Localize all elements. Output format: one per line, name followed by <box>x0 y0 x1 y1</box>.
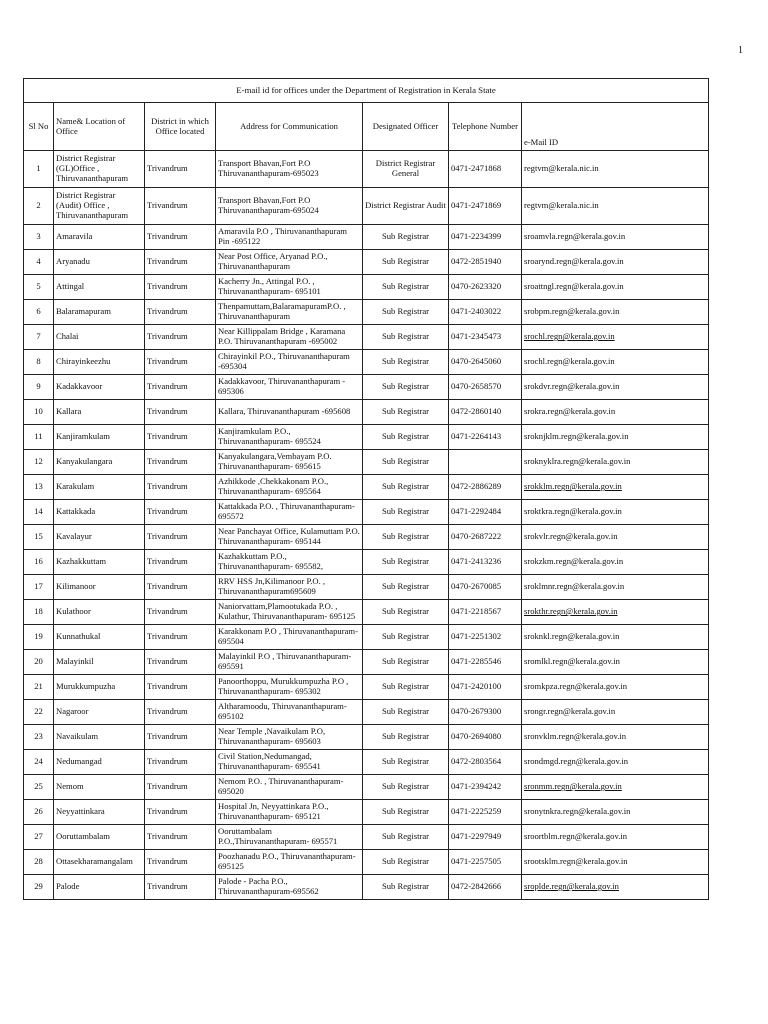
cell-designated-officer: Sub Registrar <box>363 375 449 400</box>
cell-address: Near Post Office, Aryanad P.O., Thiruvananthapuram <box>216 250 363 275</box>
cell-office-name: Balaramapuram <box>54 300 145 325</box>
cell-designated-officer: Sub Registrar <box>363 325 449 350</box>
cell-telephone: 0471-2264143 <box>449 425 522 450</box>
cell-telephone: 0471-2292484 <box>449 500 522 525</box>
header-email: e-Mail ID <box>522 103 709 151</box>
cell-designated-officer: Sub Registrar <box>363 300 449 325</box>
cell-district: Trivandrum <box>145 475 216 500</box>
table-row <box>24 550 709 575</box>
email-link[interactable]: sronytnkra.regn@kerala.gov.in <box>524 806 631 817</box>
cell-office-name: Palode <box>54 875 145 900</box>
cell-designated-officer: District Registrar Audit <box>363 188 449 225</box>
cell-sl-no: 27 <box>24 825 54 850</box>
cell-office-name: Chalai <box>54 325 145 350</box>
table-row <box>24 500 709 525</box>
cell-telephone: 0471-2251302 <box>449 625 522 650</box>
cell-office-name: District Registrar (GL)Office , Thiruvananthapuram <box>54 151 145 188</box>
cell-sl-no: 19 <box>24 625 54 650</box>
cell-address: Karakkonam P.O , Thiruvananthapuram- 695504 <box>216 625 363 650</box>
email-link[interactable]: sroktkra.regn@kerala.gov.in <box>524 506 622 517</box>
cell-address: Kazhakkuttam P.O., Thiruvananthapuram- 695582, <box>216 550 363 575</box>
cell-telephone: 0471-2257505 <box>449 850 522 875</box>
cell-email[interactable] <box>522 425 709 450</box>
cell-sl-no: 4 <box>24 250 54 275</box>
cell-district: Trivandrum <box>145 875 216 900</box>
email-link[interactable]: srokra.regn@kerala.gov.in <box>524 406 616 417</box>
email-link[interactable]: sroarynd.regn@kerala.gov.in <box>524 256 624 267</box>
header-address: Address for Communication <box>216 103 363 151</box>
cell-designated-officer: Sub Registrar <box>363 425 449 450</box>
table-row <box>24 375 709 400</box>
cell-designated-officer: District Registrar General <box>363 151 449 188</box>
cell-telephone: 0471-2285546 <box>449 650 522 675</box>
cell-telephone: 0470-2679300 <box>449 700 522 725</box>
cell-address: RRV HSS Jn,Kilimanoor P.O. , Thiruvananthapuram695609 <box>216 575 363 600</box>
cell-telephone: 0471-2297949 <box>449 825 522 850</box>
cell-district: Trivandrum <box>145 400 216 425</box>
cell-designated-officer: Sub Registrar <box>363 850 449 875</box>
cell-telephone: 0470-2645060 <box>449 350 522 375</box>
cell-email[interactable] <box>522 151 709 188</box>
cell-sl-no: 20 <box>24 650 54 675</box>
header-designated-officer: Designated Officer <box>363 103 449 151</box>
cell-address: Naniorvattam,Plamootukada P.O. , Kulathur, Thiruvananthapuram- 695125 <box>216 600 363 625</box>
email-link[interactable]: srokvlr.regn@kerala.gov.in <box>524 531 618 542</box>
table-row <box>24 725 709 750</box>
table-row <box>24 300 709 325</box>
cell-telephone: 0472-2886289 <box>449 475 522 500</box>
cell-address: Kadakkavoor, Thiruvananthapuram - 695306 <box>216 375 363 400</box>
cell-sl-no: 24 <box>24 750 54 775</box>
cell-telephone: 0470-2694080 <box>449 725 522 750</box>
cell-office-name: Kadakkavoor <box>54 375 145 400</box>
cell-telephone: 0471-2225259 <box>449 800 522 825</box>
cell-district: Trivandrum <box>145 850 216 875</box>
cell-address: Kattakkada P.O. , Thiruvananthapuram- 695572 <box>216 500 363 525</box>
cell-office-name: Murukkumpuzha <box>54 675 145 700</box>
cell-telephone: 0470-2687222 <box>449 525 522 550</box>
cell-email[interactable] <box>522 725 709 750</box>
cell-address: Kacherry Jn., Attingal P.O. , Thiruvananthapuram- 695101 <box>216 275 363 300</box>
cell-address: Poozhanadu P.O., Thiruvananthapuram- 695125 <box>216 850 363 875</box>
cell-designated-officer: Sub Registrar <box>363 875 449 900</box>
cell-district: Trivandrum <box>145 188 216 225</box>
cell-address: Ooruttambalam P.O.,Thiruvananthapuram- 695571 <box>216 825 363 850</box>
cell-email[interactable] <box>522 775 709 800</box>
table-row <box>24 450 709 475</box>
cell-designated-officer: Sub Registrar <box>363 550 449 575</box>
cell-sl-no: 21 <box>24 675 54 700</box>
cell-email[interactable] <box>522 600 709 625</box>
cell-district: Trivandrum <box>145 225 216 250</box>
email-link[interactable]: srokthr.regn@kerala.gov.in <box>524 606 618 617</box>
cell-address: Chirayinkil P.O., Thiruvananthapuram -695304 <box>216 350 363 375</box>
cell-address: Kanyakulangara,Vembayam P.O. Thiruvananthapuram- 695615 <box>216 450 363 475</box>
table-row <box>24 700 709 725</box>
cell-email[interactable] <box>522 675 709 700</box>
cell-office-name: Karakulam <box>54 475 145 500</box>
table-row <box>24 250 709 275</box>
cell-district: Trivandrum <box>145 500 216 525</box>
table-row <box>24 275 709 300</box>
email-link[interactable]: regtvm@kerala.nic.in <box>524 163 599 174</box>
email-link[interactable]: sroknyklra.regn@kerala.gov.in <box>524 456 631 467</box>
cell-sl-no: 2 <box>24 188 54 225</box>
cell-designated-officer: Sub Registrar <box>363 275 449 300</box>
cell-sl-no: 10 <box>24 400 54 425</box>
cell-district: Trivandrum <box>145 625 216 650</box>
cell-email[interactable] <box>522 375 709 400</box>
cell-office-name: Amaravila <box>54 225 145 250</box>
email-link[interactable]: sroattngl.regn@kerala.gov.in <box>524 281 624 292</box>
table-row <box>24 525 709 550</box>
cell-office-name: Chirayinkeezhu <box>54 350 145 375</box>
cell-sl-no: 1 <box>24 151 54 188</box>
email-link[interactable]: srokdvr.regn@kerala.gov.in <box>524 381 620 392</box>
cell-district: Trivandrum <box>145 750 216 775</box>
table-row <box>24 188 709 225</box>
header-row <box>24 103 709 151</box>
cell-address: Amaravila P.O , Thiruvananthapuram Pin -695122 <box>216 225 363 250</box>
table-row <box>24 800 709 825</box>
cell-sl-no: 26 <box>24 800 54 825</box>
table-row <box>24 151 709 188</box>
cell-designated-officer: Sub Registrar <box>363 700 449 725</box>
email-link[interactable]: srokklm.regn@kerala.gov.in <box>524 481 622 492</box>
cell-sl-no: 9 <box>24 375 54 400</box>
table-row <box>24 750 709 775</box>
cell-address: Transport Bhavan,Fort P.O Thiruvananthapuram-695023 <box>216 151 363 188</box>
cell-designated-officer: Sub Registrar <box>363 600 449 625</box>
cell-sl-no: 5 <box>24 275 54 300</box>
cell-designated-officer: Sub Registrar <box>363 725 449 750</box>
email-link[interactable]: srondmgd.regn@kerala.gov.in <box>524 756 629 767</box>
table-row <box>24 575 709 600</box>
cell-sl-no: 22 <box>24 700 54 725</box>
cell-email[interactable] <box>522 225 709 250</box>
cell-district: Trivandrum <box>145 650 216 675</box>
cell-email[interactable] <box>522 325 709 350</box>
cell-address: Near Panchayat Office, Kulamuttam P.O. Thiruvananthapuram- 695144 <box>216 525 363 550</box>
cell-designated-officer: Sub Registrar <box>363 800 449 825</box>
cell-office-name: Nedumangad <box>54 750 145 775</box>
cell-designated-officer: Sub Registrar <box>363 575 449 600</box>
cell-email[interactable] <box>522 800 709 825</box>
cell-telephone <box>449 450 522 475</box>
cell-telephone: 0472-2851940 <box>449 250 522 275</box>
email-link[interactable]: sroortblm.regn@kerala.gov.in <box>524 831 628 842</box>
email-link[interactable]: sroklmnr.regn@kerala.gov.in <box>524 581 625 592</box>
cell-designated-officer: Sub Registrar <box>363 225 449 250</box>
cell-office-name: Kazhakkuttam <box>54 550 145 575</box>
table-row <box>24 475 709 500</box>
cell-district: Trivandrum <box>145 375 216 400</box>
cell-email[interactable] <box>522 350 709 375</box>
cell-designated-officer: Sub Registrar <box>363 450 449 475</box>
cell-email[interactable] <box>522 575 709 600</box>
cell-designated-officer: Sub Registrar <box>363 500 449 525</box>
cell-address: Transport Bhavan,Fort P.O Thiruvananthapuram-695024 <box>216 188 363 225</box>
cell-sl-no: 23 <box>24 725 54 750</box>
cell-address: Panoorthoppu, Murukkumpuzha P.O , Thiruvananthapuram- 695302 <box>216 675 363 700</box>
cell-sl-no: 7 <box>24 325 54 350</box>
table-row <box>24 825 709 850</box>
cell-district: Trivandrum <box>145 425 216 450</box>
cell-telephone: 0472-2803564 <box>449 750 522 775</box>
cell-designated-officer: Sub Registrar <box>363 650 449 675</box>
cell-district: Trivandrum <box>145 300 216 325</box>
table-row <box>24 600 709 625</box>
cell-telephone: 0471-2234399 <box>449 225 522 250</box>
cell-sl-no: 12 <box>24 450 54 475</box>
cell-office-name: Ottasekharamangalam <box>54 850 145 875</box>
cell-sl-no: 11 <box>24 425 54 450</box>
cell-office-name: Kanjiramkulam <box>54 425 145 450</box>
table-row <box>24 350 709 375</box>
cell-email[interactable] <box>522 300 709 325</box>
cell-sl-no: 29 <box>24 875 54 900</box>
cell-district: Trivandrum <box>145 800 216 825</box>
cell-district: Trivandrum <box>145 350 216 375</box>
cell-office-name: Kattakkada <box>54 500 145 525</box>
page-number: 1 <box>738 45 743 56</box>
cell-sl-no: 3 <box>24 225 54 250</box>
cell-office-name: Malayinkil <box>54 650 145 675</box>
table-row <box>24 425 709 450</box>
cell-email[interactable] <box>522 250 709 275</box>
cell-sl-no: 18 <box>24 600 54 625</box>
cell-email[interactable] <box>522 850 709 875</box>
cell-designated-officer: Sub Registrar <box>363 350 449 375</box>
cell-email[interactable] <box>522 700 709 725</box>
cell-designated-officer: Sub Registrar <box>363 825 449 850</box>
table-row <box>24 850 709 875</box>
cell-office-name: Kilimanoor <box>54 575 145 600</box>
email-link[interactable]: sronvklm.regn@kerala.gov.in <box>524 731 627 742</box>
cell-address: Kallara, Thiruvananthapuram -695608 <box>216 400 363 425</box>
cell-address: Near Killippalam Bridge , Karamana P.O. Thiruvananthapuram -695002 <box>216 325 363 350</box>
registration-offices-table <box>23 78 709 900</box>
cell-email[interactable] <box>522 525 709 550</box>
table-row <box>24 675 709 700</box>
cell-district: Trivandrum <box>145 550 216 575</box>
cell-designated-officer: Sub Registrar <box>363 400 449 425</box>
cell-designated-officer: Sub Registrar <box>363 250 449 275</box>
cell-sl-no: 8 <box>24 350 54 375</box>
cell-telephone: 0470-2658570 <box>449 375 522 400</box>
cell-address: Kanjiramkulam P.O., Thiruvananthapuram- 695524 <box>216 425 363 450</box>
email-link[interactable]: srobpm.regn@kerala.gov.in <box>524 306 620 317</box>
email-link[interactable]: srootsklm.regn@kerala.gov.in <box>524 856 628 867</box>
cell-district: Trivandrum <box>145 275 216 300</box>
cell-telephone: 0471-2420100 <box>449 675 522 700</box>
cell-district: Trivandrum <box>145 725 216 750</box>
email-link[interactable]: srochl.regn@kerala.gov.in <box>524 356 615 367</box>
cell-office-name: Navaikulam <box>54 725 145 750</box>
cell-designated-officer: Sub Registrar <box>363 675 449 700</box>
cell-telephone: 0472-2860140 <box>449 400 522 425</box>
cell-email[interactable] <box>522 550 709 575</box>
cell-office-name: Nemom <box>54 775 145 800</box>
cell-office-name: Attingal <box>54 275 145 300</box>
cell-email[interactable] <box>522 625 709 650</box>
header-district: District in which Office located <box>145 103 216 151</box>
cell-designated-officer: Sub Registrar <box>363 475 449 500</box>
table-row <box>24 225 709 250</box>
cell-district: Trivandrum <box>145 775 216 800</box>
cell-telephone: 0470-2623320 <box>449 275 522 300</box>
cell-email[interactable] <box>522 475 709 500</box>
cell-district: Trivandrum <box>145 151 216 188</box>
cell-address: Civil Station,Nedumangad, Thiruvananthapuram- 695541 <box>216 750 363 775</box>
header-name-location: Name& Location of Office <box>54 103 145 151</box>
cell-designated-officer: Sub Registrar <box>363 625 449 650</box>
cell-sl-no: 28 <box>24 850 54 875</box>
table-row <box>24 650 709 675</box>
cell-district: Trivandrum <box>145 450 216 475</box>
cell-telephone: 0471-2218567 <box>449 600 522 625</box>
cell-district: Trivandrum <box>145 575 216 600</box>
cell-address: Palode - Pacha P.O., Thiruvananthapuram-695562 <box>216 875 363 900</box>
cell-office-name: Kavalayur <box>54 525 145 550</box>
cell-district: Trivandrum <box>145 675 216 700</box>
cell-telephone: 0471-2394242 <box>449 775 522 800</box>
cell-sl-no: 17 <box>24 575 54 600</box>
cell-office-name: Neyyattinkara <box>54 800 145 825</box>
cell-district: Trivandrum <box>145 700 216 725</box>
table-row <box>24 775 709 800</box>
email-link[interactable]: srongr.regn@kerala.gov.in <box>524 706 616 717</box>
table-row <box>24 400 709 425</box>
cell-address: Hospital Jn, Neyyattinkara P.O., Thiruvananthapuram- 695121 <box>216 800 363 825</box>
cell-email[interactable] <box>522 875 709 900</box>
cell-telephone: 0470-2670085 <box>449 575 522 600</box>
cell-address: Malayinkil P.O , Thiruvananthapuram- 695591 <box>216 650 363 675</box>
cell-telephone: 0472-2842666 <box>449 875 522 900</box>
cell-office-name: Kulathoor <box>54 600 145 625</box>
email-link[interactable]: sroknjklm.regn@kerala.gov.in <box>524 431 629 442</box>
email-link[interactable]: sroplde.regn@kerala.gov.in <box>524 881 619 892</box>
cell-address: Thenpamuttam,BalaramapuramP.O. , Thiruvananthapuram <box>216 300 363 325</box>
cell-email[interactable] <box>522 825 709 850</box>
cell-sl-no: 6 <box>24 300 54 325</box>
cell-office-name: District Registrar (Audit) Office , Thiruvananthapuram <box>54 188 145 225</box>
email-link[interactable]: regtvm@kerala.nic.in <box>524 200 599 211</box>
email-link[interactable]: sromlkl.regn@kerala.gov.in <box>524 656 620 667</box>
cell-address: Nemom P.O. , Thiruvananthapuram- 695020 <box>216 775 363 800</box>
email-link[interactable]: sroamvla.regn@kerala.gov.in <box>524 231 626 242</box>
cell-district: Trivandrum <box>145 825 216 850</box>
cell-sl-no: 13 <box>24 475 54 500</box>
cell-sl-no: 16 <box>24 550 54 575</box>
cell-email[interactable] <box>522 400 709 425</box>
cell-designated-officer: Sub Registrar <box>363 775 449 800</box>
cell-telephone: 0471-2403022 <box>449 300 522 325</box>
cell-telephone: 0471-2471868 <box>449 151 522 188</box>
cell-email[interactable] <box>522 650 709 675</box>
cell-district: Trivandrum <box>145 600 216 625</box>
cell-email[interactable] <box>522 188 709 225</box>
cell-telephone: 0471-2413236 <box>449 550 522 575</box>
cell-office-name: Aryanadu <box>54 250 145 275</box>
email-link[interactable]: srochl.regn@kerala.gov.in <box>524 331 615 342</box>
table-row <box>24 325 709 350</box>
cell-designated-officer: Sub Registrar <box>363 750 449 775</box>
cell-email[interactable] <box>522 275 709 300</box>
cell-address: Near Temple ,Navaikulam P.O, Thiruvananthapuram- 695603 <box>216 725 363 750</box>
cell-email[interactable] <box>522 450 709 475</box>
cell-district: Trivandrum <box>145 525 216 550</box>
cell-office-name: Nagaroor <box>54 700 145 725</box>
cell-district: Trivandrum <box>145 325 216 350</box>
cell-office-name: Kunnathukal <box>54 625 145 650</box>
email-link[interactable]: sronmm.regn@kerala.gov.in <box>524 781 622 792</box>
cell-telephone: 0471-2471869 <box>449 188 522 225</box>
cell-address: Altharamoodu, Thiruvananthapuram- 695102 <box>216 700 363 725</box>
cell-email[interactable] <box>522 500 709 525</box>
header-sl-no: Sl No <box>24 103 54 151</box>
cell-email[interactable] <box>522 750 709 775</box>
email-link[interactable]: sroknkl.regn@kerala.gov.in <box>524 631 620 642</box>
table-row <box>24 625 709 650</box>
cell-telephone: 0471-2345473 <box>449 325 522 350</box>
table-title: E-mail id for offices under the Department of Registration in Kerala State <box>24 79 709 103</box>
cell-sl-no: 15 <box>24 525 54 550</box>
cell-sl-no: 14 <box>24 500 54 525</box>
cell-address: Azhikkode ,Chekkakonam P.O., Thiruvananthapuram- 695564 <box>216 475 363 500</box>
cell-office-name: Kallara <box>54 400 145 425</box>
cell-office-name: Kanyakulangara <box>54 450 145 475</box>
email-link[interactable]: sromkpza.regn@kerala.gov.in <box>524 681 628 692</box>
table-row <box>24 875 709 900</box>
header-telephone: Telephone Number <box>449 103 522 151</box>
cell-district: Trivandrum <box>145 250 216 275</box>
email-link[interactable]: srokzkm.regn@kerala.gov.in <box>524 556 624 567</box>
cell-designated-officer: Sub Registrar <box>363 525 449 550</box>
cell-sl-no: 25 <box>24 775 54 800</box>
cell-office-name: Ooruttambalam <box>54 825 145 850</box>
